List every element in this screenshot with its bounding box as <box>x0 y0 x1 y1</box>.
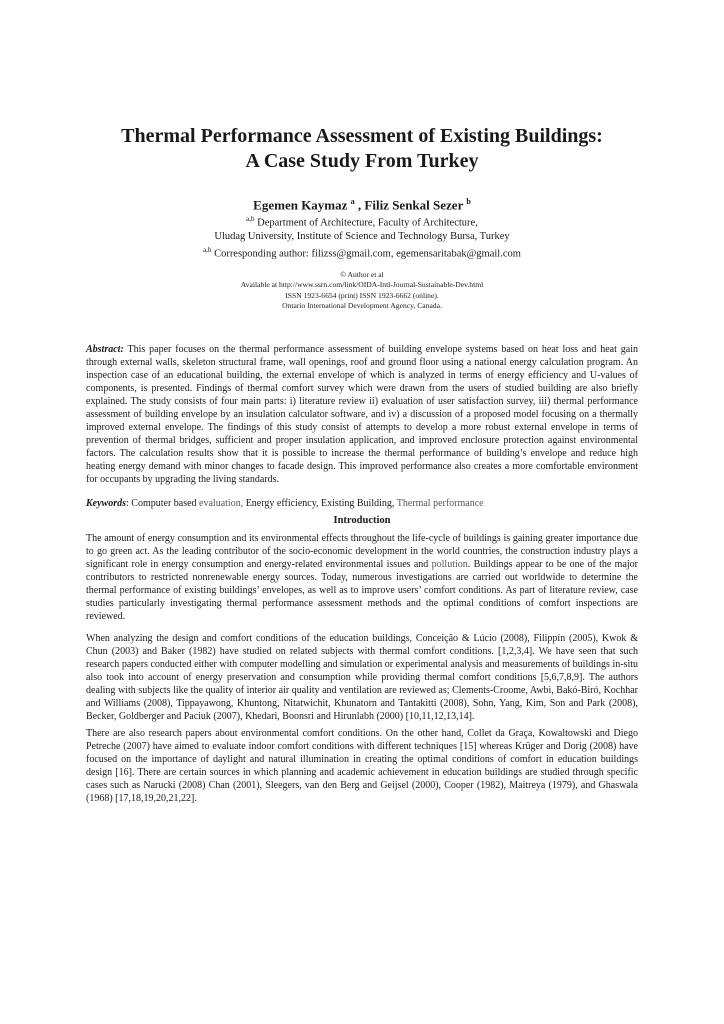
author-1-marker: a <box>350 197 355 206</box>
intro-pollution-word: pollution <box>428 558 468 570</box>
paper-title <box>86 0 638 174</box>
abstract-text: This paper focuses on the thermal performance assessment of building envelope systems based on heat loss and heat gain through external walls, skeleton structural frame, wall openings, roof and ground floor using a national energy calculation program. An inspection case of an educational building, the external envelope of which is analyzed in terms of energy efficiency and U-values of components, is presented. Findings of thermal comfort survey which were drawn from the users of studied building are also briefly explained. The study consists of four main parts: i) literature review ii) evaluation of user satisfaction survey, iii) thermal performance assessment of building envelope by an insulation calculator software, and iv) a discussion of a proposed model focusing on a thermally improved external envelope. The findings of this study consist of attempts to develop a more robust external envelope in terms of prevention of thermal bridges, sufficient and proper insulation application, and improved enclosure protection against environmental factors. The calculation results show that it is possible to increase the thermal performance of building’s envelope and reduce high heating energy demand with minor changes to facade design. This improved performance also creates a more comfortable environment for occupants by upgrading the living standards. <box>86 343 638 485</box>
affiliation-marker-2: a,b <box>203 245 212 254</box>
corresponding-author: Corresponding author: filizss@gmail.com, egemensaritabak@gmail.com <box>211 248 521 260</box>
keyword-1: Computer based <box>131 497 197 509</box>
affiliation-line-1 <box>86 213 638 230</box>
intro-paragraph-1-start: The amount of energy consumption and its environmental effects throughout the life-cycle of buildings is gaining greater importance due to go green act. As the leading contributor of the socio-economic development in the world countries, the construction industry plays a significant role in energy consumption and energy-related environmental issues and <box>86 532 638 570</box>
title-line-2: A Case Study From Turkey <box>245 150 479 172</box>
author-2: Filiz Senkal Sezer <box>364 197 464 213</box>
publication-info <box>86 270 638 312</box>
abstract <box>86 343 638 486</box>
affiliation-line-3 <box>86 244 638 261</box>
availability-url: Available at http://www.ssrn.com/link/OIDA-Intl-Journal-Sustainable-Dev.html <box>240 280 484 290</box>
copyright-notice: © Author et al <box>340 269 384 279</box>
keywords <box>86 497 638 510</box>
publisher-line: Ontario International Development Agency, Canada. <box>282 301 442 311</box>
author-1: Egemen Kaymaz <box>253 197 348 213</box>
affiliation-text-1: Department of Architecture, Faculty of Architecture, <box>254 217 478 229</box>
intro-paragraph-1-end: . Buildings appear to be one of the major contributors to restricted nonrenewable energy sources. Today, numerous investigations are carried out worldwide to determine the thermal performance of existing buildings’ envelopes, as well as to improve users’ comfort conditions. As part of literature review, case studies particularly investigating thermal performance assessment methods and the optimal conditions of comfort inspections are reviewed. <box>86 558 638 622</box>
affiliation-line-2: Uludag University, Institute of Science and Technology Bursa, Turkey <box>214 231 510 243</box>
author-separator: , <box>354 197 365 213</box>
title-line-1: Thermal Performance Assessment of Existing Buildings: <box>121 125 603 147</box>
keywords-colon: : <box>126 497 132 509</box>
affiliation-marker-1: a,b <box>246 215 255 224</box>
intro-paragraph-3: There are also research papers about environmental comfort conditions. On the other hand, Collet da Graça, Kowaltowski and Diego Petreche (2007) have aimed to evaluate indoor comfort conditions with different techniques [15] whereas Krüger and Dorig (2008) have focused on the importance of daylight and natural illumination in creating the optimal conditions of comfort in education buildings design [16]. There are certain sources in which planning and academic achievement in education buildings are studied through specific cases such as Narucki (2008) Chan (2001), Sleegers, van den Berg and Geijsel (2000), Cooper (1982), Maitreya (1979), and Ghaswala (1968) [17,18,19,20,21,22]. <box>86 727 638 804</box>
keywords-label: Keywords <box>86 497 126 509</box>
abstract-label: Abstract: <box>86 343 124 355</box>
affiliations <box>86 213 638 261</box>
author-2-marker: b <box>466 197 471 206</box>
intro-paragraph-2: When analyzing the design and comfort conditions of the education buildings, Conceição & Lúcio (2008), Filippín (2005), Kwok & Chun (2003) and Baker (1982) have studied on related subjects with thermal comfort conditions. [1,2,3,4]. We have seen that such research papers conducted either with computer modelling and simulation or experimental analysis and measurements of buildings in-situ also took into account of energy preservation and consumption while providing thermal comfort conditions [5,6,7,8,9]. The authors dealing with subjects like the quality of interior air quality and ventilation are reviewed as; Clements-Croome, Awbi, Bakó-Biró, Kochhar and Williams (2008), Tippayawong, Khuntong, Nitatwichit, Khunatorn and Tantakitti (2008), Sohn, Yang, Kim, Son and Park (2008), Becker, Goldberger and Paciuk (2007), Khedari, Boonsri and Hirunlabh (2000) [10,11,12,13,14]. <box>86 632 638 722</box>
keyword-3: Energy efficiency, Existing Building, <box>243 497 395 509</box>
intro-paragraph-1 <box>86 532 638 623</box>
keyword-4: Thermal performance <box>394 497 484 509</box>
issn-line: ISSN 1923-6654 (print) ISSN 1923-6662 (online). <box>285 290 439 300</box>
section-heading-introduction: Introduction <box>333 514 391 526</box>
keyword-2: evaluation, <box>196 497 244 509</box>
author-list <box>86 194 638 213</box>
